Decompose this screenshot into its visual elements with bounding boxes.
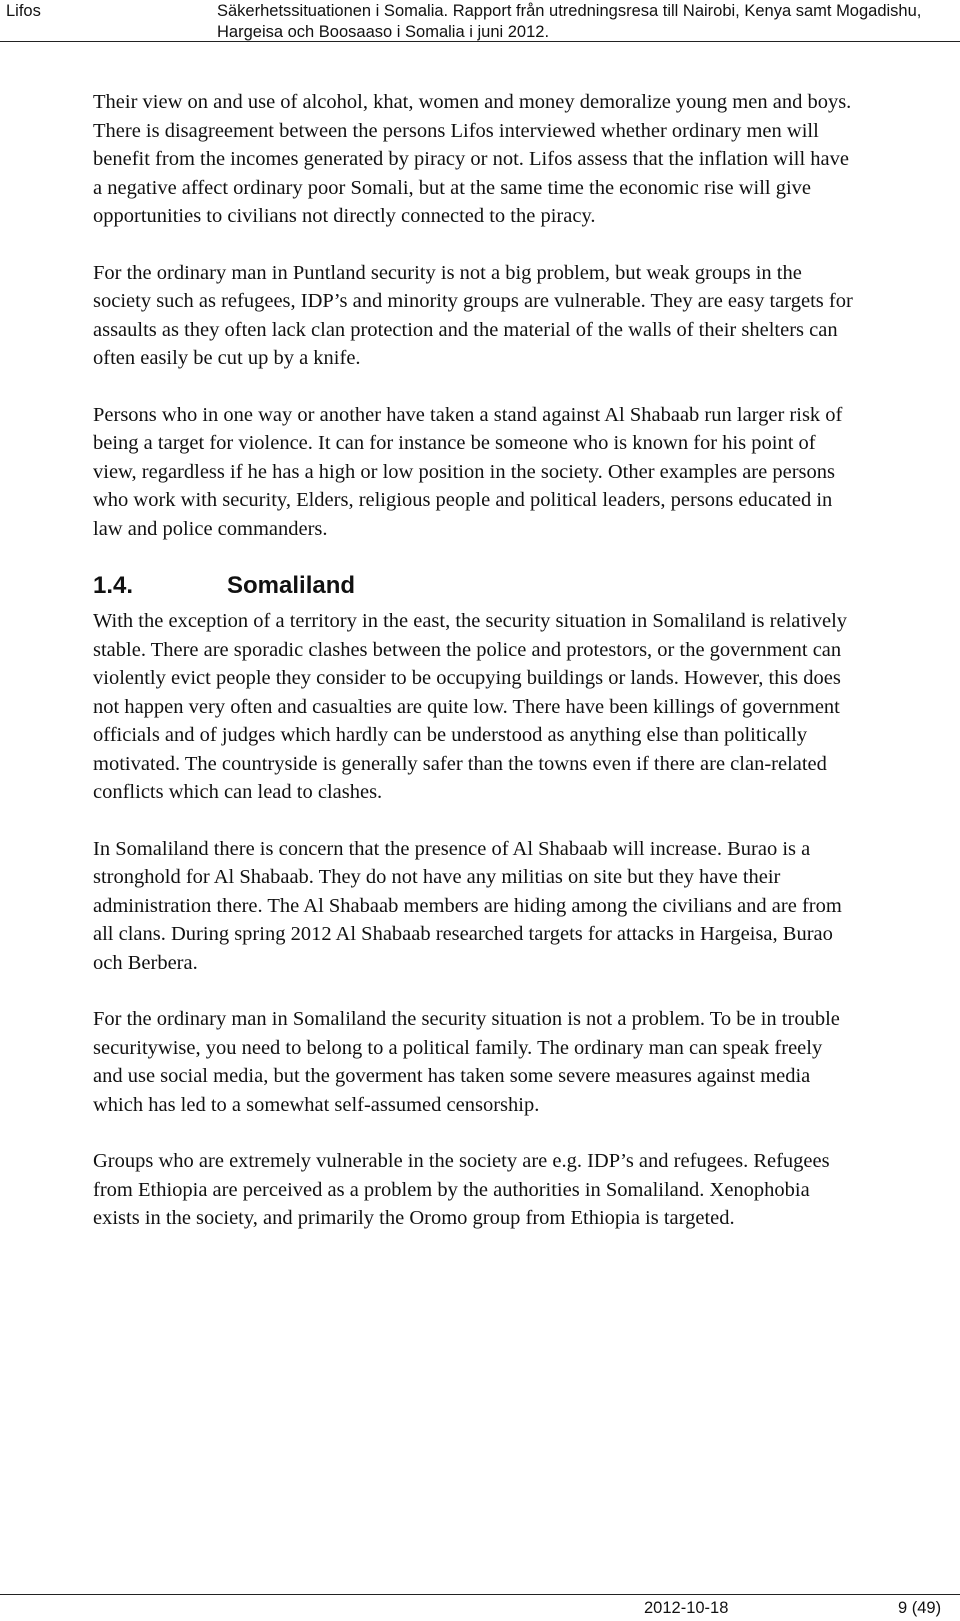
body-paragraph: In Somaliland there is concern that the presence of Al Shabaab will increase. Burao is a stronghold for Al Shabaab. They do not have any militias on site but they have their administration there. The Al Shabaab members are hiding among the civilians and are from all clans. During spring 2012 Al Shabaab researched targets for attacks in Hargeisa, Burao och Berbera.	[93, 837, 842, 974]
section-heading	[93, 571, 853, 601]
page-header	[0, 0, 960, 44]
header-org: Lifos	[6, 2, 41, 20]
body-paragraph: With the exception of a territory in the east, the security situation in Somaliland is relatively stable. There are sporadic clashes between the police and protestors, or the government can violently evict people they consider to be occupying buildings or lands. However, this does not happen very often and casualties are quite low. There have been killings of government officials and of judges which hardly can be understood as anything else than politically motivated. The countryside is generally safer than the towns even if there are clan-related conflicts which can lead to clashes.	[93, 610, 848, 803]
body-paragraph: For the ordinary man in Somaliland the security situation is not a problem. To be in trouble securitywise, you need to belong to a political family. The ordinary man can speak freely and use social media, but the goverment has taken some severe measures against media which has led to a somewhat self-assumed censorship.	[93, 1008, 840, 1116]
document-body	[93, 88, 853, 1261]
body-paragraph: Their view on and use of alcohol, khat, women and money demoralize young men and boys. There is disagreement between the persons Lifos interviewed whether ordinary men will benefit from the incomes generated by piracy or not. Lifos assess that the inflation will have a negative affect ordinary poor Somali, but at the same time the economic rise will give opportunities to civilians not directly connected to the piracy.	[93, 91, 852, 227]
body-paragraph: For the ordinary man in Puntland security is not a big problem, but weak groups in the society such as refugees, IDP’s and minority groups are vulnerable. They are easy targets for assaults as they often lack clan protection and the material of the walls of their shelters can often easily be cut up by a knife.	[93, 261, 853, 369]
page-number: 9 (49)	[898, 1599, 942, 1617]
section-title: Somaliland	[227, 572, 356, 599]
body-paragraph: Persons who in one way or another have taken a stand against Al Shabaab run larger risk of being a target for violence. It can for instance be someone who is known for his point of view, regardless if he has a high or low position in the society. Other examples are persons who work with security, Elders, religious people and political leaders, persons educated in law and police commanders.	[93, 403, 843, 540]
footer-date: 2012-10-18	[644, 1599, 729, 1617]
body-paragraph: Groups who are extremely vulnerable in the society are e.g. IDP’s and refugees. Refugees from Ethiopia are perceived as a problem by the authorities in Somaliland. Xenophobia exists in the society, and primarily the Oromo group from Ethiopia is targeted.	[93, 1150, 830, 1229]
footer-divider	[0, 1594, 960, 1595]
header-divider	[0, 41, 960, 42]
header-document-title: Säkerhetssituationen i Somalia. Rapport från utredningsresa till Nairobi, Kenya samt Mogadishu, Hargeisa och Boosaaso i Somalia i juni 2012.	[217, 2, 922, 41]
section-number: 1.4.	[93, 572, 134, 599]
